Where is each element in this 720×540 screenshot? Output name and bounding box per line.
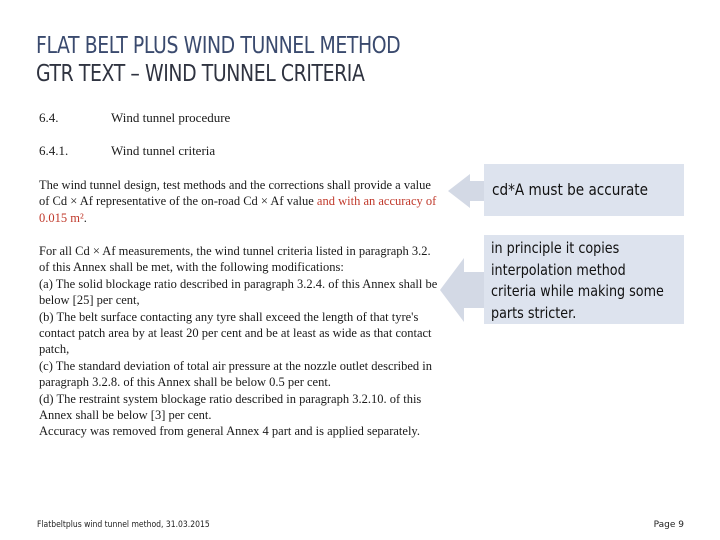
title-line-1: FLAT BELT PLUS WIND TUNNEL METHOD: [36, 33, 401, 59]
left-arrow-icon: [448, 166, 488, 216]
criteria-item-a: (a) The solid blockage ratio described in paragraph 3.2.4. of this Annex shall be below [25] per cent,: [39, 276, 438, 308]
footer-page-number: Page 9: [653, 520, 684, 530]
callout-copies-line-3: criteria while making some: [491, 282, 664, 300]
accuracy-highlight: and with an accuracy of 0.015 m²: [39, 194, 437, 225]
slide-title: [36, 32, 400, 88]
section-6-4-1-number: 6.4.1.: [39, 143, 69, 158]
left-arrow-icon: [440, 250, 488, 330]
criteria-item-b: (b) The belt surface contacting any tyre shall exceed the length of that tyre's contact patch area by at least 20 per cent and be at least as wide as that contact patch,: [39, 309, 432, 357]
paragraph-accuracy: [39, 177, 439, 226]
section-6-4-1-label: Wind tunnel criteria: [111, 143, 216, 158]
criteria-note: Accuracy was removed from general Annex 4 part and is applied separately.: [39, 424, 420, 439]
section-6-4-label: Wind tunnel procedure: [111, 110, 231, 125]
callout-accuracy: [484, 164, 684, 216]
criteria-intro: For all Cd × Af measurements, the wind tunnel criteria listed in paragraph 3.2. of this Annex shall be met, with the following modifications:: [39, 244, 431, 275]
callout-copies-line-4: parts stricter.: [491, 303, 577, 322]
paragraph-accuracy-text: The wind tunnel design, test methods and the corrections shall provide a value of Cd × Af representative of the on-road Cd × Af value: [39, 178, 431, 209]
criteria-item-c: (c) The standard deviation of total air pressure at the nozzle outlet described in paragraph 3.2.8. of this Annex shall be below 0.5 per cent.: [39, 358, 433, 390]
callout-copies-line-1: in principle it copies: [491, 239, 620, 257]
criteria-item-d: (d) The restraint system blockage ratio described in paragraph 3.2.10. of this Annex shall be below [3] per cent.: [39, 391, 422, 423]
paragraph-accuracy-end: .: [83, 210, 87, 225]
section-6-4-number: 6.4.: [39, 110, 59, 125]
footer-document-title: Flatbeltplus wind tunnel method, 31.03.2015: [37, 520, 210, 530]
callout-copies-line-2: interpolation method: [491, 260, 626, 279]
title-line-2: GTR TEXT – WIND TUNNEL CRITERIA: [36, 61, 365, 87]
callout-copies: [484, 235, 684, 324]
callout-accuracy-text: cd*A must be accurate: [492, 180, 649, 199]
paragraph-criteria: [39, 243, 441, 440]
